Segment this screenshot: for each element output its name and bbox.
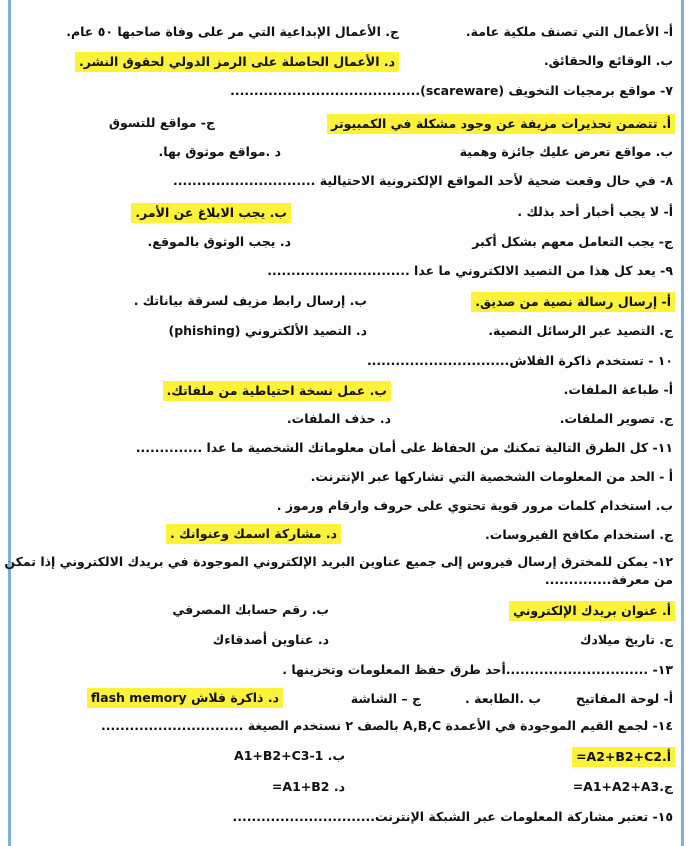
q7-text: ٧- مواقع برمجيات التخويف (scareware)........................................ xyxy=(230,83,673,98)
q13-option-c: ج – الشاشة xyxy=(350,691,421,706)
q9-option-c: ج. التصيد عبر الرسائل النصية. xyxy=(488,323,673,338)
q7-option-b: ب. مواقع تعرض عليك جائزة وهمية xyxy=(459,144,673,159)
q12-text-continued: من معرفة.............. xyxy=(544,572,673,587)
q10-option-a: أ- طباعة الملفات. xyxy=(563,382,673,397)
q9-option-a: أ- إرسال رسالة نصية من صديق. xyxy=(471,292,675,312)
q6-option-d: د. الأعمال الحاصلة على الرمز الدولي لحقوق النشر. xyxy=(75,52,399,72)
q8-text: ٨- في حال وقعت ضحية لأحد المواقع الإلكترونية الاحتيالية .............................. xyxy=(172,173,673,188)
q13-option-b: ب .الطابعة . xyxy=(465,691,541,706)
q10-text: ١٠ - تستخدم ذاكرة الفلاش.............................. xyxy=(366,353,673,368)
q11-option-a: أ - الحد من المعلومات الشخصية التي تشاركها عبر الإنترنت. xyxy=(310,469,673,484)
q8-option-a: أ- لا يجب أخبار أحد بذلك . xyxy=(517,204,673,219)
q11-text: ١١- كل الطرق التالية تمكنك من الحفاظ على أمان معلوماتك الشخصية ما عدا .............. xyxy=(135,440,673,455)
q15-text: ١٥- تعتبر مشاركة المعلومات عبر الشبكة الإنترنت.............................. xyxy=(232,809,673,824)
q6-option-a: أ- الأعمال التي تصنف ملكية عامة. xyxy=(465,24,673,39)
q11-option-c: ج. استخدام مكافح الفيروسات. xyxy=(485,527,673,542)
q11-option-b: ب. استخدام كلمات مرور قوية تحتوي على حروف وارقام ورموز . xyxy=(276,498,673,513)
q7-option-d: د .مواقع موثوق بها. xyxy=(158,144,281,159)
q7-option-a: أ. تتضمن تحذيرات مزيفة عن وجود مشكلة في الكمبيوتر xyxy=(327,114,675,134)
q6-option-b: ب. الوقائع والحقائق. xyxy=(543,53,673,68)
q14-option-d: =A1+B2 .د xyxy=(271,779,345,794)
q13-option-d: د. ذاكرة فلاش flash memory xyxy=(87,688,283,708)
q11-option-d: د. مشاركة اسمك وعنوانك . xyxy=(166,524,341,544)
q9-option-d: د. التصيد الألكتروني (phishing) xyxy=(168,323,367,338)
q12-option-d: د. عناوين أصدقاءك xyxy=(212,632,329,647)
q13-option-a: أ- لوحة المفاتيح xyxy=(575,691,673,706)
q8-option-d: د. يجب الوثوق بالموقع. xyxy=(147,234,291,249)
q14-text: ١٤- لجمع القيم الموجودة في الأعمدة A,B,C بالصف ٢ نستخدم الصيغة .............................. xyxy=(100,718,673,733)
q14-option-a: =A2+B2+C2.أ xyxy=(572,747,675,767)
q12-option-c: ج. تاريخ ميلادك xyxy=(580,632,673,647)
q6-option-c: ج. الأعمال الإبداعية التي مر على وفاة صاحبها ٥٠ عام. xyxy=(66,24,399,39)
q12-text: ١٢- يمكن للمخترق إرسال فيروس إلى جميع عناوين البريد الإلكتروني الموجودة في بريدك الالكتروني إذا تمكن xyxy=(4,554,673,569)
worksheet-page xyxy=(4,0,684,846)
q13-text: ١٣- ..............................أحد طرق حفظ المعلومات وتخزينها . xyxy=(282,662,673,677)
q8-option-b: ب. يجب الابلاغ عن الأمر. xyxy=(131,203,291,223)
q14-option-b: A1+B2+C3-1 .ب xyxy=(234,748,345,763)
q12-option-b: ب. رقم حسابك المصرفي xyxy=(172,602,329,617)
q12-option-a: أ. عنوان بريدك الإلكتروني xyxy=(509,601,675,621)
q14-option-c: =A1+A2+A3.ج xyxy=(572,779,673,794)
q8-option-c: ج- يجب التعامل معهم بشكل أكبر xyxy=(472,234,673,249)
q10-option-c: ج. تصوير الملفات. xyxy=(559,411,673,426)
q9-text: ٩- يعد كل هذا من التصيد الالكتروني ما عدا .............................. xyxy=(267,263,673,278)
q9-option-b: ب. إرسال رابط مزيف لسرقة بياناتك . xyxy=(133,293,367,308)
q7-option-c: ج- مواقع للتسوق xyxy=(108,115,215,130)
q10-option-b: ب. عمل نسخة احتياطية من ملفاتك. xyxy=(163,381,391,401)
q10-option-d: د. حذف الملفات. xyxy=(286,411,391,426)
